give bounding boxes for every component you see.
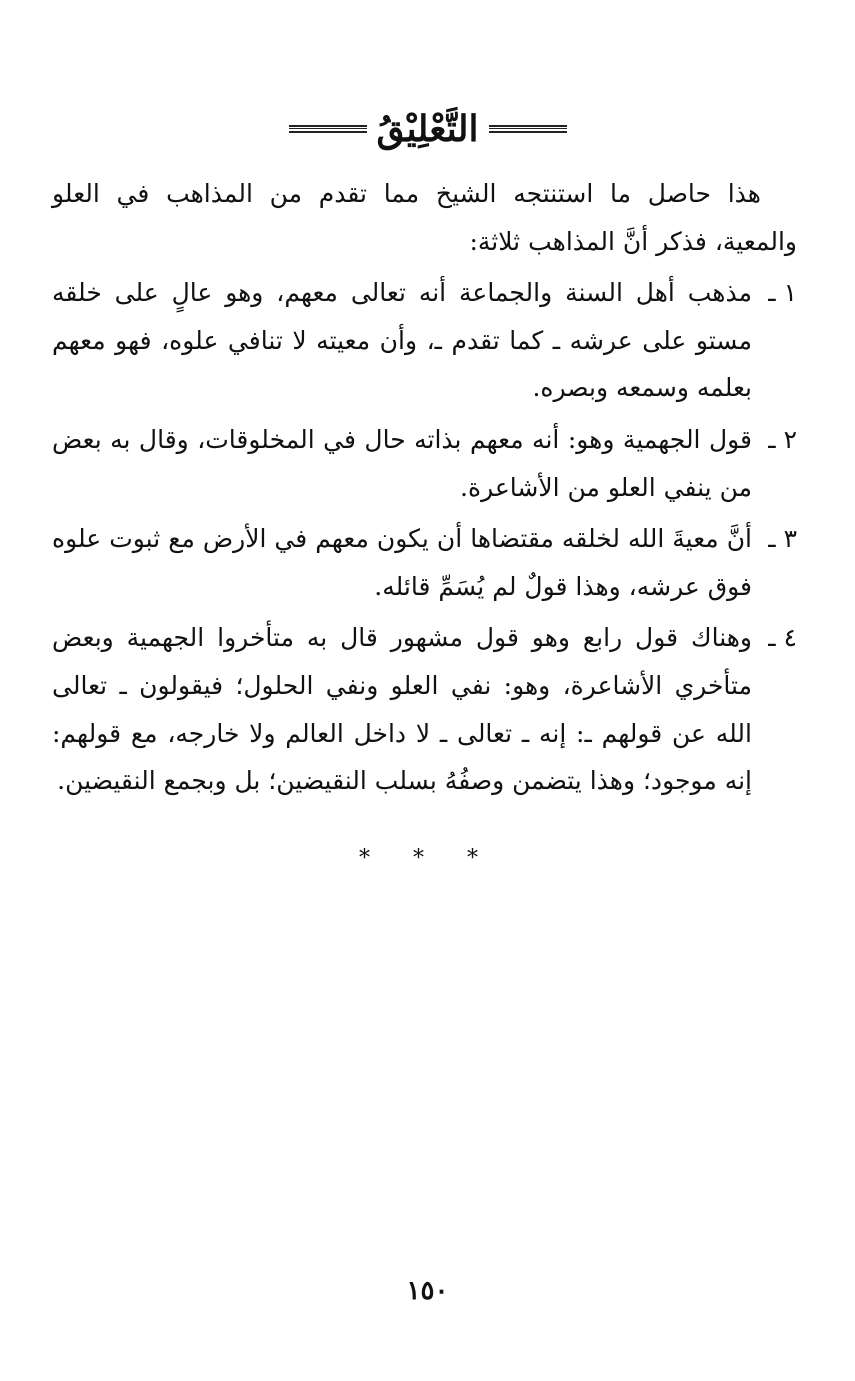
list-item xyxy=(52,269,797,412)
list-item-number: ٤ ـ xyxy=(768,623,797,653)
intro-paragraph: هذا حاصل ما استنتجه الشيخ مما تقدم من المذاهب في العلو والمعية، فذكر أنَّ المذاهب ثلاثة: xyxy=(52,179,797,256)
heading-rule-left xyxy=(289,125,367,133)
heading-rule-right xyxy=(489,125,567,133)
list-item xyxy=(52,515,797,610)
list-item xyxy=(52,416,797,511)
page-number: ١٥٠ xyxy=(406,1276,449,1306)
list-item-number: ٣ ـ xyxy=(768,524,797,554)
list-item-text: مذهب أهل السنة والجماعة أنه تعالى معهم، وهو عالٍ على خلقه مستو على عرشه ـ كما تقدم ـ، وأن معيته لا تنافي علوه، فهو معهم بعلمه وسمعه وبصره. xyxy=(52,278,752,403)
list-item xyxy=(52,614,797,804)
heading-title: التَّعْلِيْقُ xyxy=(376,108,479,150)
commentary-body xyxy=(52,170,797,809)
section-heading xyxy=(0,104,855,154)
list-item-text: وهناك قول رابع وهو قول مشهور قال به متأخروا الجهمية وبعض متأخري الأشاعرة، وهو: نفي العلو ونفي الحلول؛ فيقولون ـ تعالى الله عن قولهم ـ: إنه ـ تعالى ـ لا داخل العالم ولا خارجه، مع قولهم: إنه موجود؛ وهذا يتضمن وصفُهُ بسلب النقيضين؛ بل وبجمع النقيضين. xyxy=(52,623,752,796)
list-item-text: أنَّ معيةَ الله لخلقه مقتضاها أن يكون معهم في الأرض مع ثبوت علوه فوق عرشه، وهذا قولٌ لم يُسَمِّ قائله. xyxy=(52,524,752,601)
list-item-text: قول الجهمية وهو: أنه معهم بذاته حال في المخلوقات، وقال به بعض من ينفي العلو من الأشاعرة. xyxy=(52,424,752,502)
list-item-number: ١ ـ xyxy=(768,278,797,308)
section-separator: * * * xyxy=(359,846,496,871)
list-item-number: ٢ ـ xyxy=(768,424,797,454)
